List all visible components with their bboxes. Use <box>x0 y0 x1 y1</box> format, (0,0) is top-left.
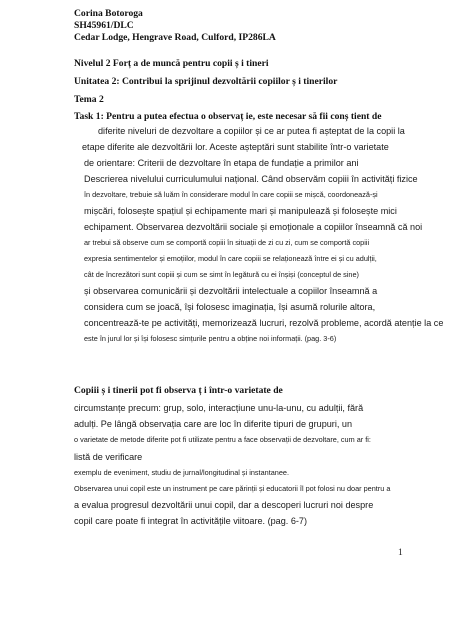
task-line: Descrierea nivelului curriculumului național. Când observăm copiii în activități fizice <box>84 174 418 184</box>
course-level: Nivelul 2 Forț a de muncă pentru copii ș i tineri <box>74 58 269 69</box>
task-line: de orientare: Criterii de dezvoltare în etapa de fundație a primilor ani <box>84 158 359 168</box>
task-line: echipament. Observarea dezvoltării sociale și emoționale a copiilor înseamnă că noi <box>84 222 423 232</box>
section2-line: a evalua progresul dezvoltării unui copil, dar a descoperi lucruri noi despre <box>74 500 374 510</box>
page-number: 1 <box>398 548 403 558</box>
task-line: considera cum se joacă, își folosesc imaginația, își asumă rolurile altora, <box>84 302 376 312</box>
author-name: Corina Botoroga <box>74 8 143 19</box>
task-line: și observarea comunicării și dezvoltării intelectuale a copiilor înseamnă a <box>84 286 378 296</box>
task-heading: Task 1: Pentru a putea efectua o observaț ie, este necesar să fii conș tient de <box>74 111 382 122</box>
task-line: concentrează-te pe activități, memorizează lucruri, rezolvă probleme, acordă atenție la ce <box>84 318 444 328</box>
task-line: mișcări, folosește spațiul și echipamente mari și manipulează și folosește mici <box>84 206 397 216</box>
section2-line: listă de verificare <box>74 452 143 462</box>
section2-line: copil care poate fi integrat în activitățile viitoare. (pag. 6-7) <box>74 516 308 526</box>
student-code: SH45961/DLC <box>74 20 134 31</box>
section2-line: exemplu de eveniment, studiu de jurnal/longitudinal și instantanee. <box>74 468 289 477</box>
task-line: diferite niveluri de dezvoltare a copiilor și ce ar putea fi așteptat de la copii la <box>98 126 405 136</box>
section2-line: circumstanțe precum: grup, solo, interacțiune unu-la-unu, cu adulții, fără <box>74 403 364 413</box>
task-line: cât de încrezători sunt copiii și cum se simt în legătură cu ei înșiși (conceptul de sine) <box>84 270 359 279</box>
address: Cedar Lodge, Hengrave Road, Culford, IP286LA <box>74 32 276 43</box>
section2-heading: Copiii ș i tinerii pot fi observa ț i într-o varietate de <box>74 385 283 396</box>
task-line: expresia sentimentelor și emoțiilor, modul în care copiii se relaționează între ei și cu adulții, <box>84 254 377 263</box>
topic-title: Tema 2 <box>74 94 104 105</box>
task-line: ar trebui să observe cum se comportă copiii în situații de zi cu zi, cum se comportă copiii <box>84 238 370 247</box>
task-line: etape diferite ale dezvoltării lor. Aceste așteptări sunt stabilite într-o varietate <box>82 142 389 152</box>
task-line: în dezvoltare, trebuie să luăm în considerare modul în care copiii se mișcă, coordonează-și <box>84 190 378 199</box>
section2-line: adulți. Pe lângă observația care are loc în diferite tipuri de grupuri, un <box>74 419 353 429</box>
unit-title: Unitatea 2: Contribui la sprijinul dezvoltării copiilor ș i tinerilor <box>74 76 338 87</box>
task-line: este în jurul lor și își folosesc simțurile pentru a obține noi informații. (pag. 3-6) <box>84 334 337 343</box>
section2-line: Observarea unui copil este un instrument pe care părinții și educatorii îl pot folosi nu doar pentru a <box>74 484 391 493</box>
section2-line: o varietate de metode diferite pot fi utilizate pentru a face observații de dezvoltare, cum ar fi: <box>74 435 371 444</box>
